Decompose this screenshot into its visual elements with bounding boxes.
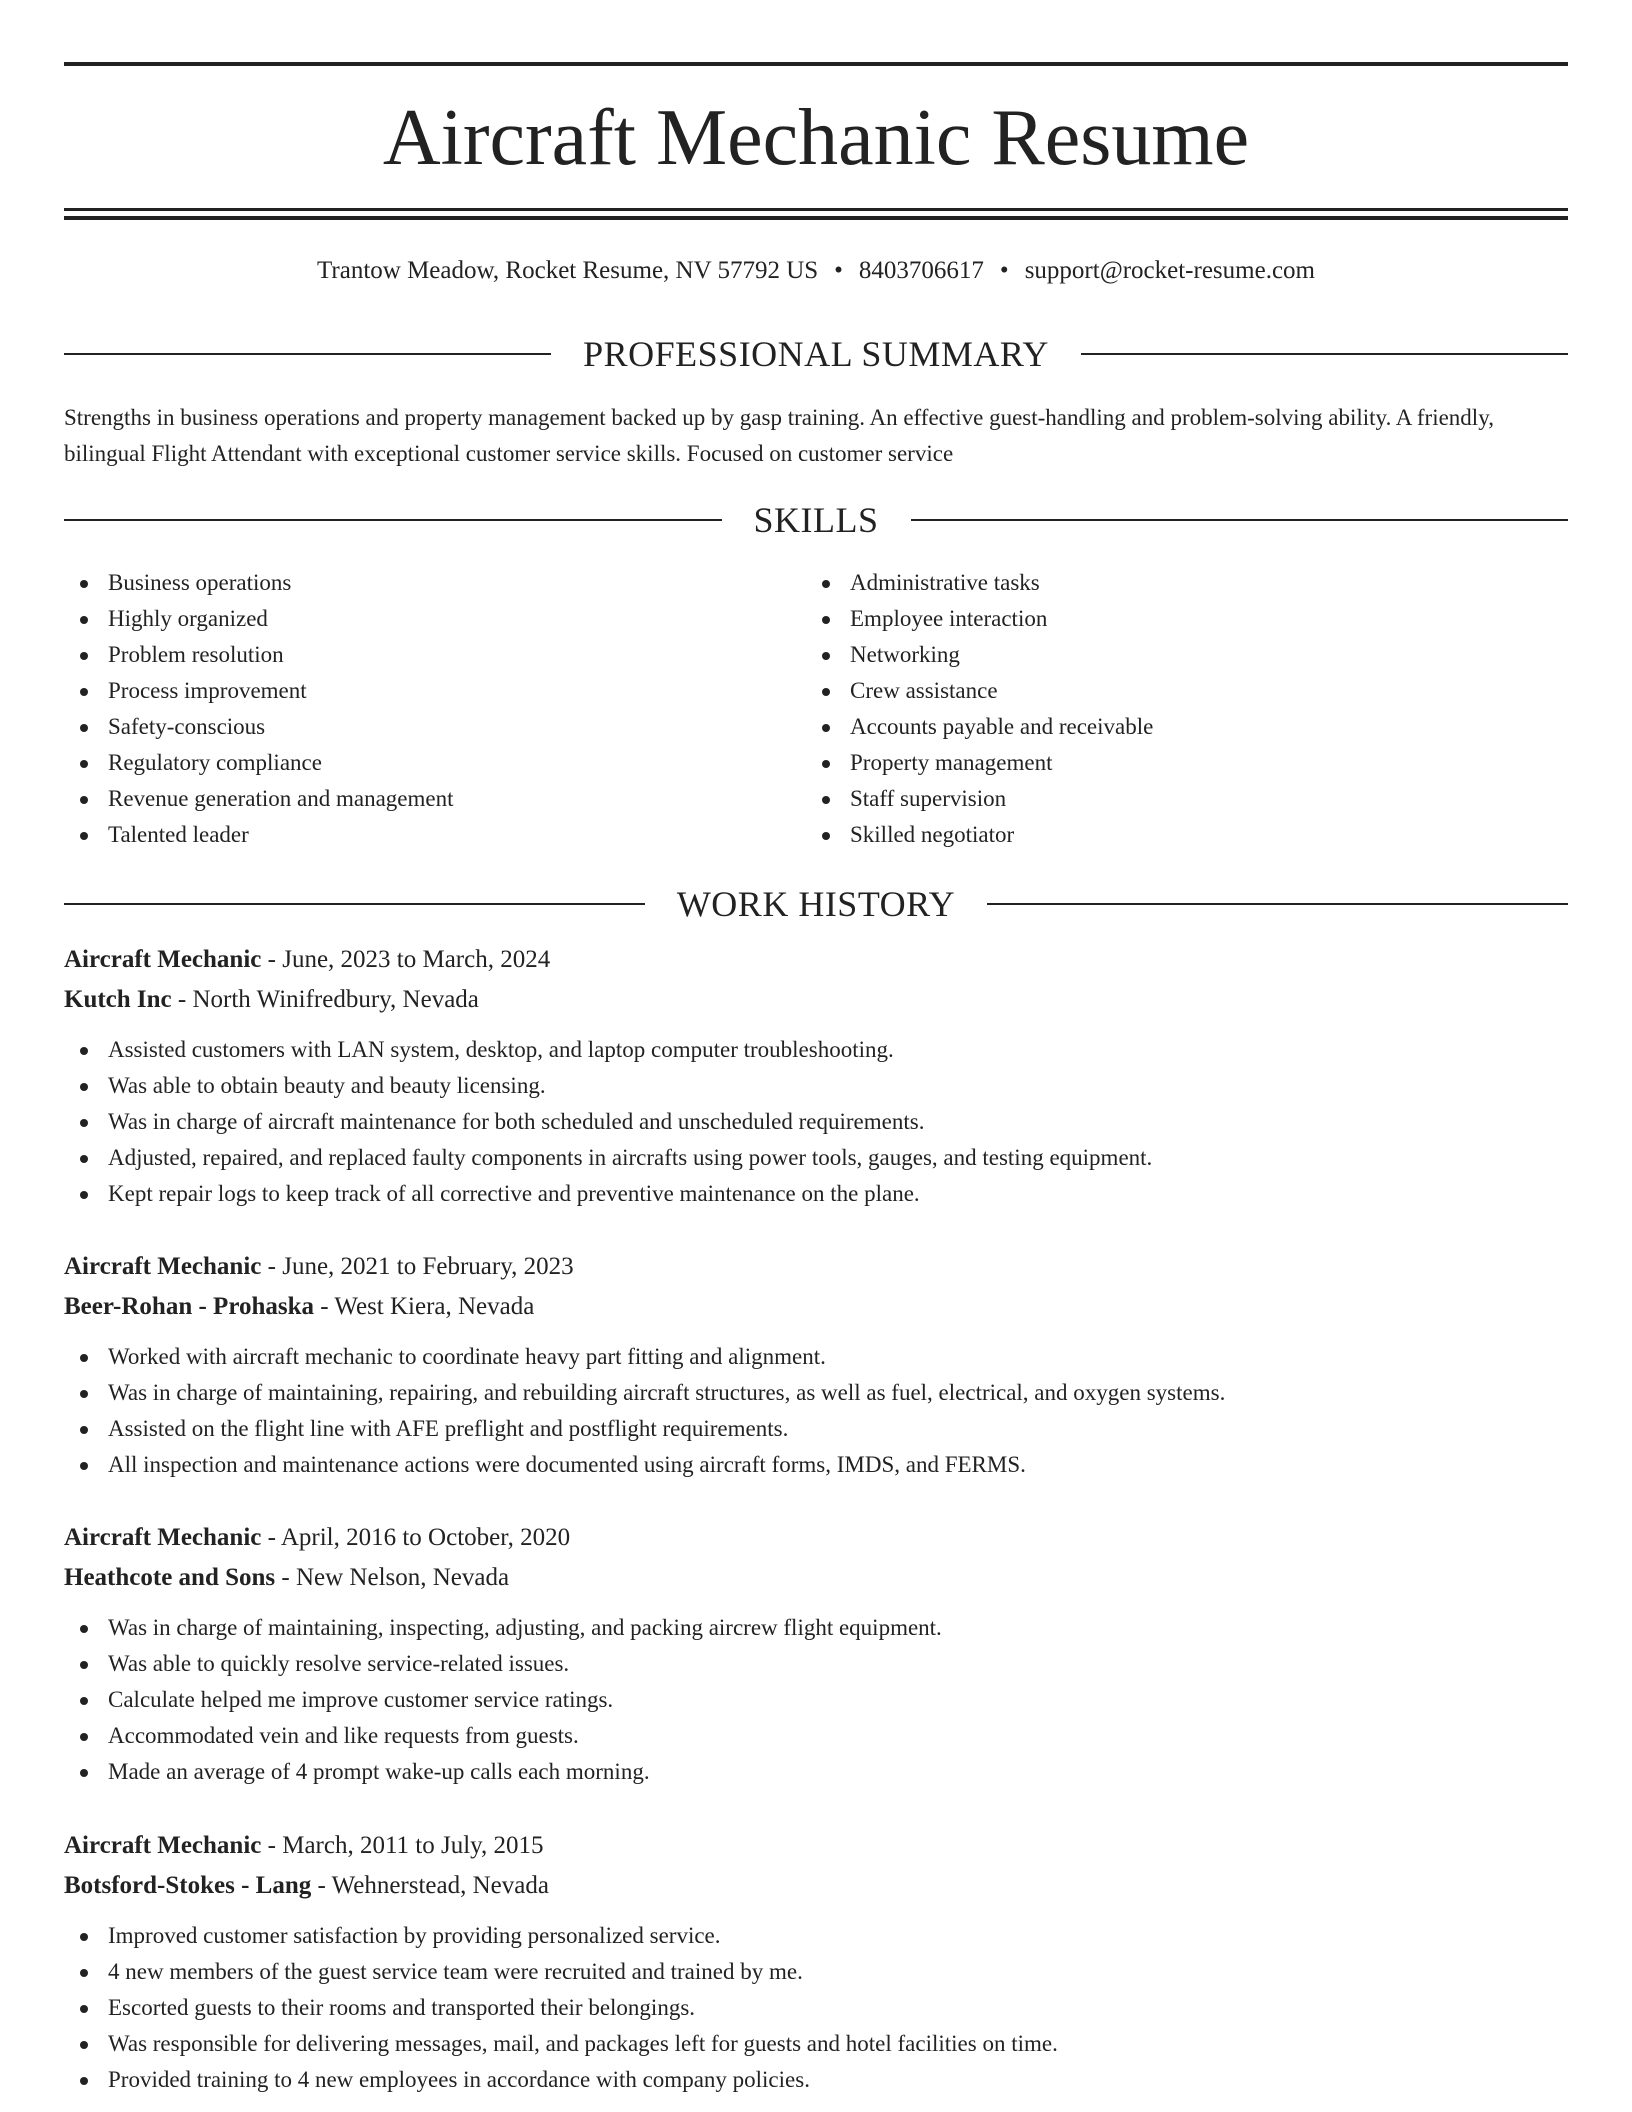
skills-list <box>64 565 1568 853</box>
bullet-dot-icon <box>822 688 830 696</box>
job-entry <box>64 940 1568 1212</box>
skill-item-text: Process improvement <box>108 678 307 703</box>
section-title: WORK HISTORY <box>676 884 956 924</box>
bullet-dot-icon <box>80 1119 88 1127</box>
bullet-dot-icon <box>822 580 830 588</box>
job-duty-item <box>64 1682 1568 1718</box>
job-duty-item <box>64 1104 1568 1140</box>
bullet-dot-icon <box>80 1462 88 1470</box>
divider <box>64 353 551 355</box>
job-entry <box>64 1518 1568 1790</box>
bullet-dot-icon <box>80 1697 88 1705</box>
bullet-dot-icon <box>80 688 88 696</box>
job-location: - New Nelson, Nevada <box>275 1564 510 1591</box>
skill-item-text: Employee interaction <box>850 606 1048 631</box>
bullet-dot-icon <box>80 1733 88 1741</box>
job-duty-item <box>64 1918 1568 1954</box>
skill-item-text: Staff supervision <box>850 786 1007 811</box>
skill-item <box>806 781 1548 817</box>
bullet-dot-icon <box>80 1426 88 1434</box>
skill-item-text: Highly organized <box>108 606 268 631</box>
job-duty-item <box>64 1610 1568 1646</box>
section-heading-work-history <box>64 882 1568 926</box>
resume-title: Aircraft Mechanic Resume <box>382 94 1250 182</box>
bullet-dot-icon <box>822 832 830 840</box>
divider <box>1081 353 1568 355</box>
job-company: Beer-Rohan - Prohaska <box>64 1293 314 1320</box>
job-duty-item-text: Was able to obtain beauty and beauty licensing. <box>108 1073 546 1098</box>
skill-item-text: Skilled negotiator <box>850 822 1015 847</box>
skill-item <box>806 565 1548 601</box>
contact-phone: 8403706617 <box>858 257 984 284</box>
job-title: Aircraft Mechanic <box>64 1253 262 1280</box>
skill-item <box>806 637 1548 673</box>
job-duties-list <box>64 1610 1568 1790</box>
skill-item <box>806 601 1548 637</box>
skill-item <box>64 817 806 853</box>
header-bottom-rule <box>64 208 1568 211</box>
job-duty-item-text: All inspection and maintenance actions were documented using aircraft forms, IMDS, and FERMS. <box>108 1452 1026 1477</box>
skill-item-text: Business operations <box>108 570 292 595</box>
bullet-dot-icon <box>80 1155 88 1163</box>
skill-item <box>64 601 806 637</box>
job-dates: - June, 2021 to February, 2023 <box>261 1253 574 1280</box>
bullet-dot-icon <box>80 724 88 732</box>
bullet-dot-icon <box>822 616 830 624</box>
job-duty-item <box>64 1375 1568 1411</box>
skill-item <box>64 673 806 709</box>
skill-item-text: Administrative tasks <box>850 570 1040 595</box>
skill-item <box>64 745 806 781</box>
skill-item-text: Revenue generation and management <box>108 786 454 811</box>
bullet-dot-icon <box>80 1047 88 1055</box>
job-duty-item <box>64 1140 1568 1176</box>
job-duty-item <box>64 1068 1568 1104</box>
section-heading-skills <box>64 498 1568 542</box>
contact-address: Trantow Meadow, Rocket Resume, NV 57792 US <box>317 257 819 284</box>
bullet-dot-icon <box>80 1083 88 1091</box>
divider <box>64 903 645 905</box>
job-location: - Wehnerstead, Nevada <box>311 1872 549 1899</box>
job-duty-item-text: Was in charge of maintaining, inspecting, adjusting, and packing aircrew flight equipment. <box>108 1615 942 1640</box>
job-title-line <box>64 940 1568 980</box>
job-dates: - March, 2011 to July, 2015 <box>261 1832 544 1859</box>
job-duty-item-text: Was responsible for delivering messages, mail, and packages left for guests and hotel facilities on time. <box>108 2031 1058 2056</box>
skill-item <box>806 745 1548 781</box>
skill-item-text: Problem resolution <box>108 642 284 667</box>
job-duties-list <box>64 1918 1568 2098</box>
bullet-dot-icon <box>80 2005 88 2013</box>
section-title: SKILLS <box>753 500 879 540</box>
skills-column-left <box>64 565 806 853</box>
bullet-dot-icon <box>80 2077 88 2085</box>
job-duty-item <box>64 1754 1568 1790</box>
job-title: Aircraft Mechanic <box>64 1524 262 1551</box>
contact-line <box>64 254 1568 288</box>
skill-item <box>806 817 1548 853</box>
bullet-dot-icon <box>80 796 88 804</box>
bullet-dot-icon <box>80 1969 88 1977</box>
header-bottom-rule-thick <box>64 216 1568 220</box>
job-duty-item-text: Provided training to 4 new employees in accordance with company policies. <box>108 2067 810 2092</box>
section-title: PROFESSIONAL SUMMARY <box>583 334 1049 374</box>
job-dates: - April, 2016 to October, 2020 <box>261 1524 571 1551</box>
job-duty-item-text: 4 new members of the guest service team were recruited and trained by me. <box>108 1959 803 1984</box>
bullet-dot-icon <box>80 760 88 768</box>
skill-item-text: Property management <box>850 750 1053 775</box>
job-duty-item-text: Adjusted, repaired, and replaced faulty components in aircrafts using power tools, gauges, and testing equipment. <box>108 1145 1153 1170</box>
job-duty-item-text: Assisted customers with LAN system, desktop, and laptop computer troubleshooting. <box>108 1037 894 1062</box>
job-duty-item-text: Was able to quickly resolve service-related issues. <box>108 1651 570 1676</box>
skill-item-text: Regulatory compliance <box>108 750 322 775</box>
header-top-rule <box>64 62 1568 66</box>
divider <box>64 519 722 521</box>
bullet-dot-icon <box>822 796 830 804</box>
contact-email: support@rocket-resume.com <box>1024 257 1315 284</box>
job-duty-item-text: Worked with aircraft mechanic to coordinate heavy part fitting and alignment. <box>108 1344 826 1369</box>
job-duty-item <box>64 1411 1568 1447</box>
bullet-dot-icon <box>80 1625 88 1633</box>
bullet-dot-icon <box>80 1933 88 1941</box>
job-company-line <box>64 1287 1568 1327</box>
skill-item <box>64 709 806 745</box>
skill-item <box>806 709 1548 745</box>
job-company: Kutch Inc <box>64 986 172 1013</box>
bullet-dot-icon <box>80 832 88 840</box>
job-location: - North Winifredbury, Nevada <box>171 986 479 1013</box>
bullet-dot-icon <box>80 616 88 624</box>
job-duty-item <box>64 1718 1568 1754</box>
skill-item <box>64 637 806 673</box>
bullet-dot-icon <box>80 1191 88 1199</box>
bullet-dot-icon <box>822 724 830 732</box>
skills-column-right <box>806 565 1548 853</box>
skill-item <box>64 565 806 601</box>
bullet-dot-icon <box>822 760 830 768</box>
skill-item-text: Talented leader <box>108 822 249 847</box>
bullet-dot-icon <box>822 652 830 660</box>
job-duty-item-text: Accommodated vein and like requests from guests. <box>108 1723 579 1748</box>
skill-item <box>806 673 1548 709</box>
job-duty-item-text: Assisted on the flight line with AFE preflight and postflight requirements. <box>108 1416 789 1441</box>
job-duty-item-text: Made an average of 4 prompt wake-up calls each morning. <box>108 1759 650 1784</box>
skill-item-text: Safety-conscious <box>108 714 266 739</box>
job-title-line <box>64 1826 1568 1866</box>
job-location: - West Kiera, Nevada <box>314 1293 535 1320</box>
job-duty-item <box>64 1032 1568 1068</box>
job-entry <box>64 1247 1568 1483</box>
job-duty-item <box>64 1447 1568 1483</box>
job-company-line <box>64 1866 1568 1906</box>
job-company-line <box>64 1558 1568 1598</box>
bullet-dot-icon <box>80 2041 88 2049</box>
job-duty-item <box>64 1176 1568 1212</box>
job-duty-item-text: Was in charge of aircraft maintenance for both scheduled and unscheduled requirements. <box>108 1109 925 1134</box>
job-title: Aircraft Mechanic <box>64 946 262 973</box>
professional-summary-text: Strengths in business operations and property management backed up by gasp training. An effective guest-handling and problem-solving ability. A friendly, bilingual Flight Attendant with exceptional customer service skills. Focused on customer service <box>64 405 1494 466</box>
job-duty-item <box>64 2026 1568 2062</box>
skill-item-text: Crew assistance <box>850 678 998 703</box>
job-duty-item <box>64 1646 1568 1682</box>
job-entry <box>64 1826 1568 2098</box>
skill-item <box>64 781 806 817</box>
job-duty-item-text: Was in charge of maintaining, repairing, and rebuilding aircraft structures, as well as fuel, electrical, and oxygen systems. <box>108 1380 1226 1405</box>
job-company: Heathcote and Sons <box>64 1564 276 1591</box>
bullet-dot-icon <box>80 1354 88 1362</box>
job-duty-item-text: Improved customer satisfaction by providing personalized service. <box>108 1923 721 1948</box>
bullet-dot-icon <box>80 1769 88 1777</box>
job-title: Aircraft Mechanic <box>64 1832 262 1859</box>
bullet-dot-icon <box>80 1390 88 1398</box>
contact-separator: • <box>999 257 1009 284</box>
bullet-dot-icon <box>80 580 88 588</box>
job-duty-item <box>64 1990 1568 2026</box>
job-title-line <box>64 1247 1568 1287</box>
job-company: Botsford-Stokes - Lang <box>64 1872 312 1899</box>
skill-item-text: Networking <box>850 642 960 667</box>
divider <box>911 519 1569 521</box>
job-duties-list <box>64 1032 1568 1212</box>
job-duty-item <box>64 2062 1568 2098</box>
divider <box>987 903 1568 905</box>
bullet-dot-icon <box>80 1661 88 1669</box>
job-dates: - June, 2023 to March, 2024 <box>261 946 551 973</box>
job-duty-item-text: Calculate helped me improve customer service ratings. <box>108 1687 614 1712</box>
job-duty-item-text: Escorted guests to their rooms and transported their belongings. <box>108 1995 696 2020</box>
section-heading-summary <box>64 332 1568 376</box>
job-duty-item <box>64 1339 1568 1375</box>
job-company-line <box>64 980 1568 1020</box>
contact-separator: • <box>834 257 843 284</box>
job-duties-list <box>64 1339 1568 1483</box>
bullet-dot-icon <box>80 652 88 660</box>
skill-item-text: Accounts payable and receivable <box>850 714 1154 739</box>
job-duty-item-text: Kept repair logs to keep track of all corrective and preventive maintenance on the plane. <box>108 1181 920 1206</box>
job-title-line <box>64 1518 1568 1558</box>
job-duty-item <box>64 1954 1568 1990</box>
